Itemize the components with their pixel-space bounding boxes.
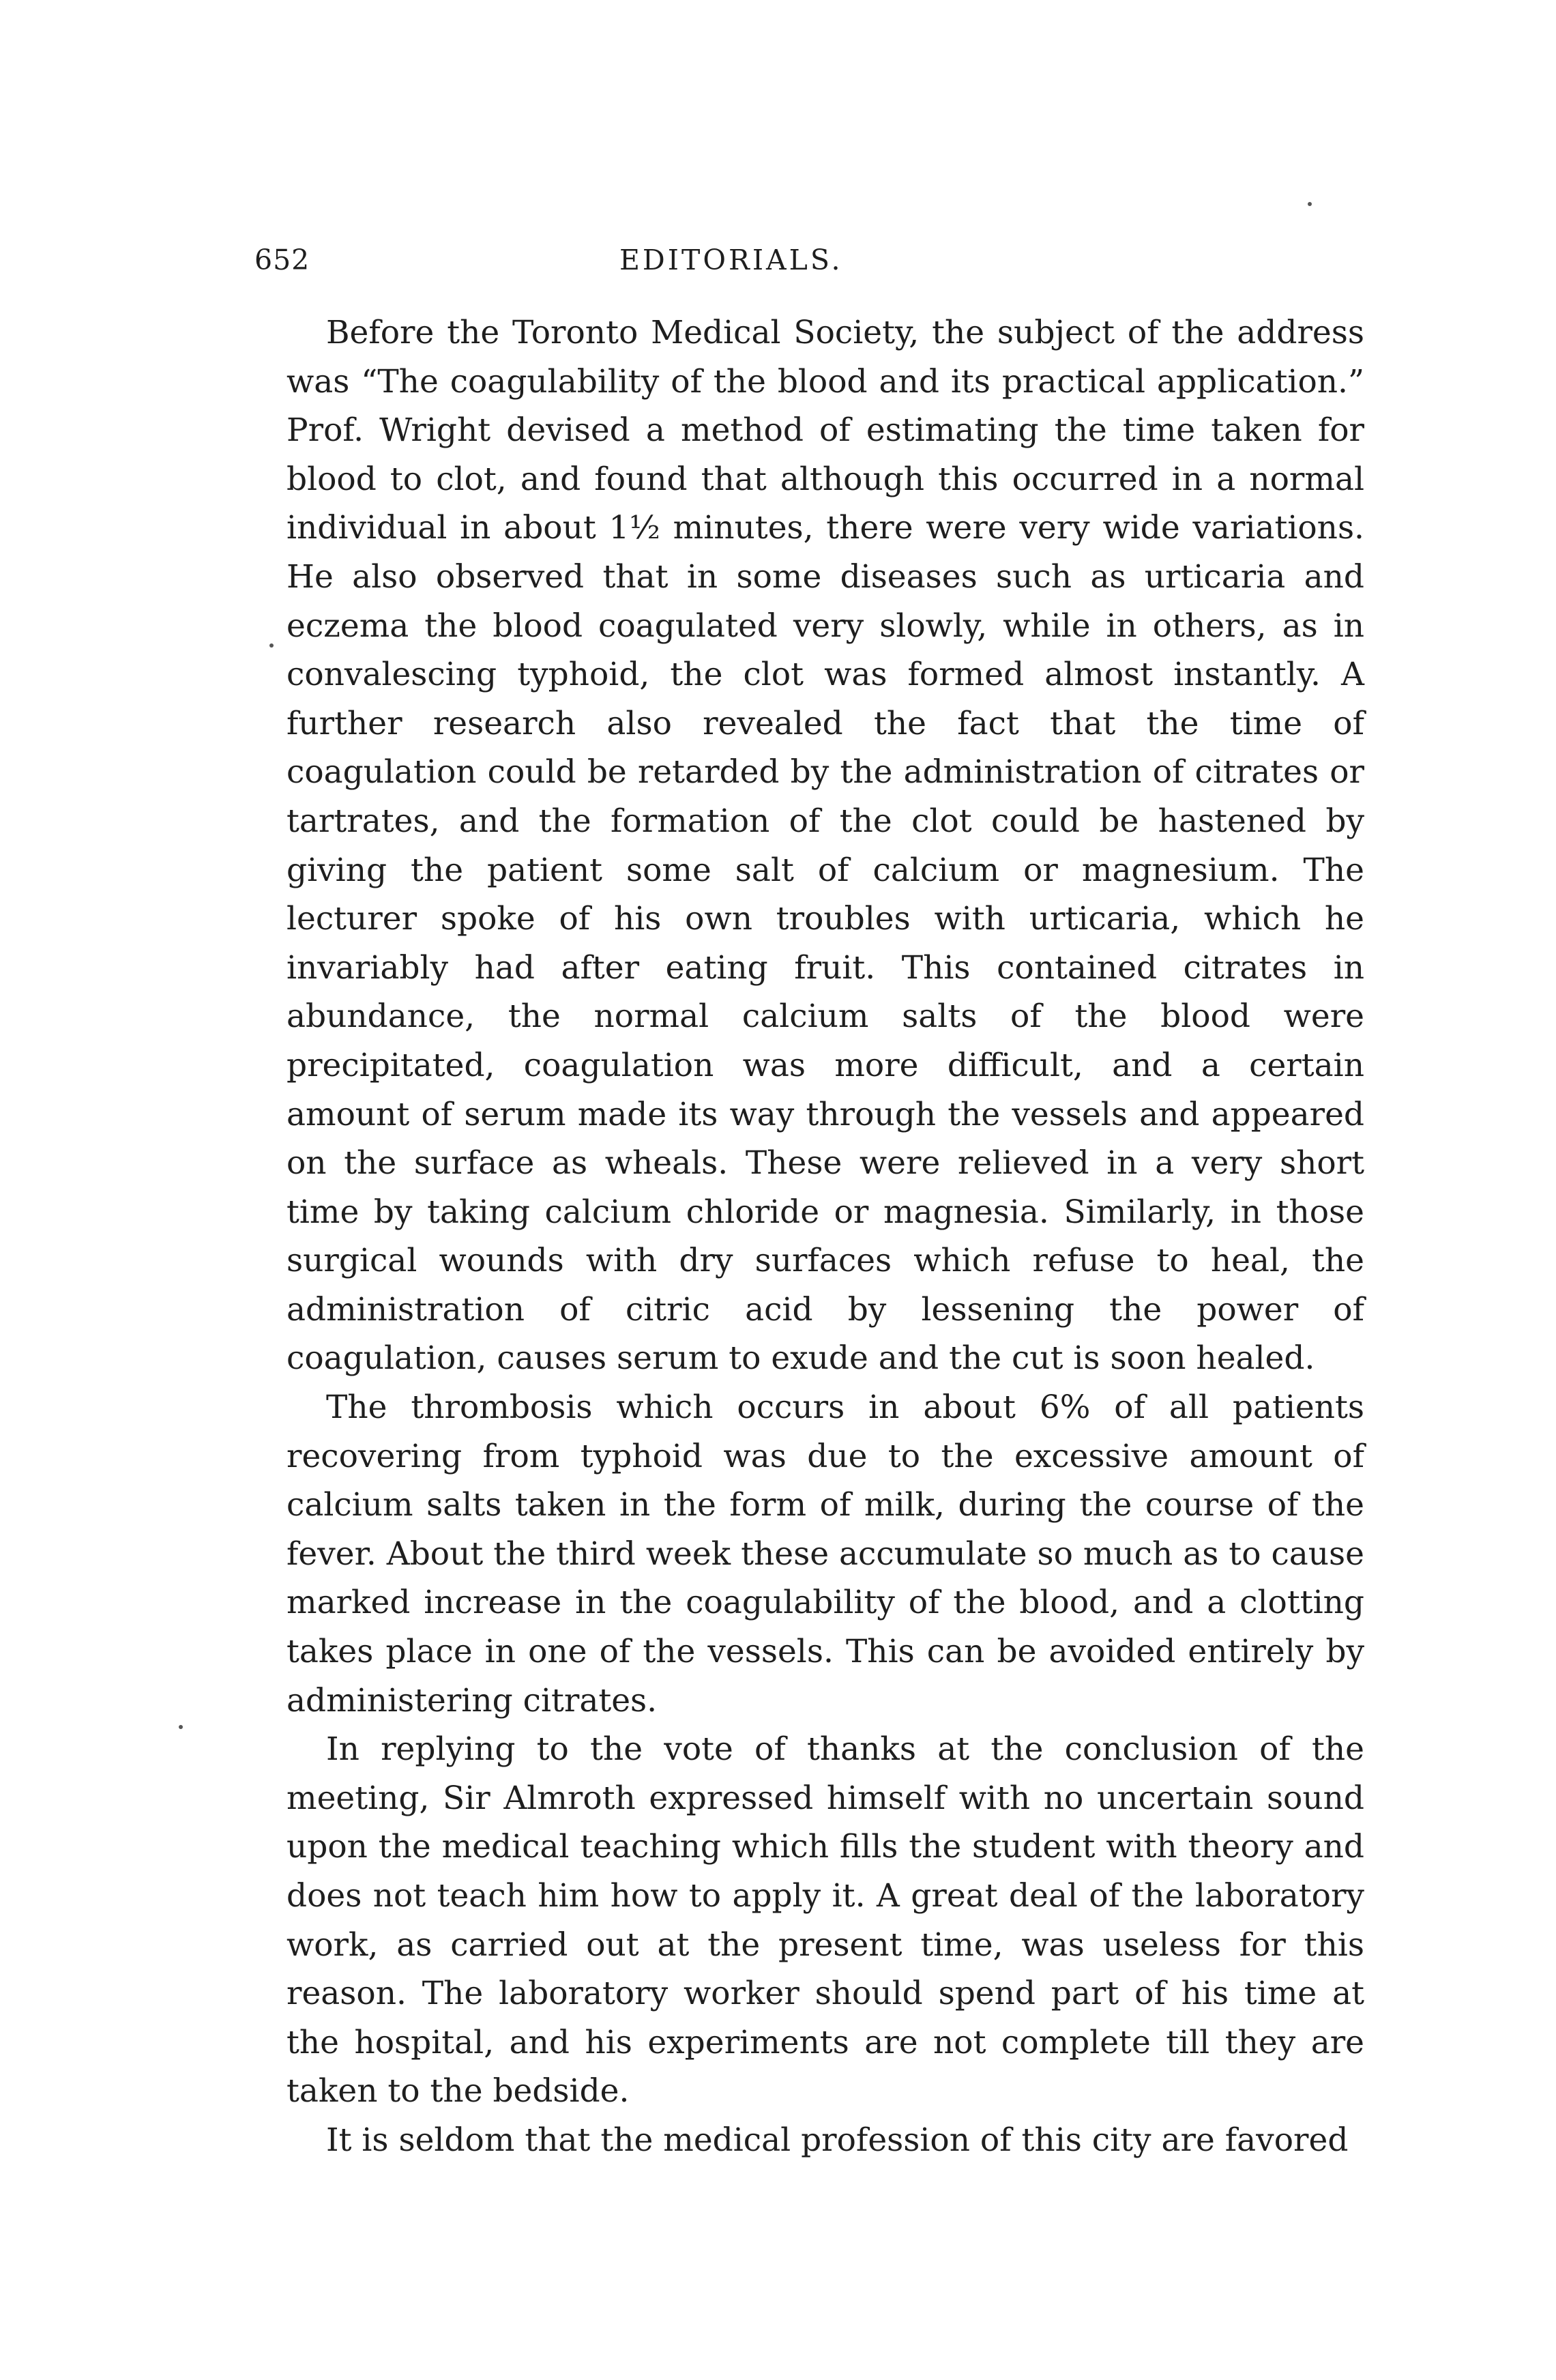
page-number: 652	[254, 244, 310, 276]
margin-speck	[1308, 202, 1312, 206]
margin-speck	[179, 1725, 183, 1729]
paragraph: It is seldom that the medical profession of this city are favored	[326, 2121, 1349, 2159]
article-body	[287, 308, 1364, 2165]
margin-speck	[269, 643, 274, 648]
paragraph: The thrombosis which occurs in about 6% of all patients recovering from typhoid was due to the excessive amount of calcium salts taken in the form of milk, during the course of the fever. About the third week these accumulate so much as to cause marked increase in the coagulability of the blood, and a clotting takes place in one of the vessels. This can be avoided entirely by administering citrates.	[287, 1389, 1364, 1719]
paragraph: Before the Toronto Medical Society, the subject of the address was “The coagulability of the blood and its practical application.” Prof. Wright devised a method of estimating the time taken for blood to clot, and found that although this occurred in a normal individual in about 1½ minutes, there were very wide variations. He also observed that in some diseases such as urticaria and eczema the blood coagulated very slowly, while in others, as in convalescing typhoid, the clot was formed almost instantly. A further research also revealed the fact that the time of coagulation could be retarded by the administration of citrates or tartrates, and the formation of the clot could be hastened by giving the patient some salt of calcium or magnesium. The lecturer spoke of his own troubles with urticaria, which he invariably had after eating fruit. This contained citrates in abundance, the normal calcium salts of the blood were precipitated, coagulation was more difficult, and a certain amount of serum made its way through the vessels and appeared on the surface as wheals. These were relieved in a very short time by taking calcium chloride or magnesia. Similarly, in those surgical wounds with dry surfaces which refuse to heal, the administration of citric acid by lessening the power of coagulation, causes serum to exude and the cut is soon healed.	[287, 314, 1364, 1378]
paragraph: In replying to the vote of thanks at the conclusion of the meeting, Sir Almroth expressed himself with no uncertain sound upon the medical teaching which fills the student with theory and does not teach him how to apply it. A great deal of the laboratory work, as carried out at the present time, was useless for this reason. The laboratory worker should spend part of his time at the hospital, and his experiments are not complete till they are taken to the bedside.	[287, 1730, 1364, 2110]
running-title: EDITORIALS.	[619, 244, 843, 276]
